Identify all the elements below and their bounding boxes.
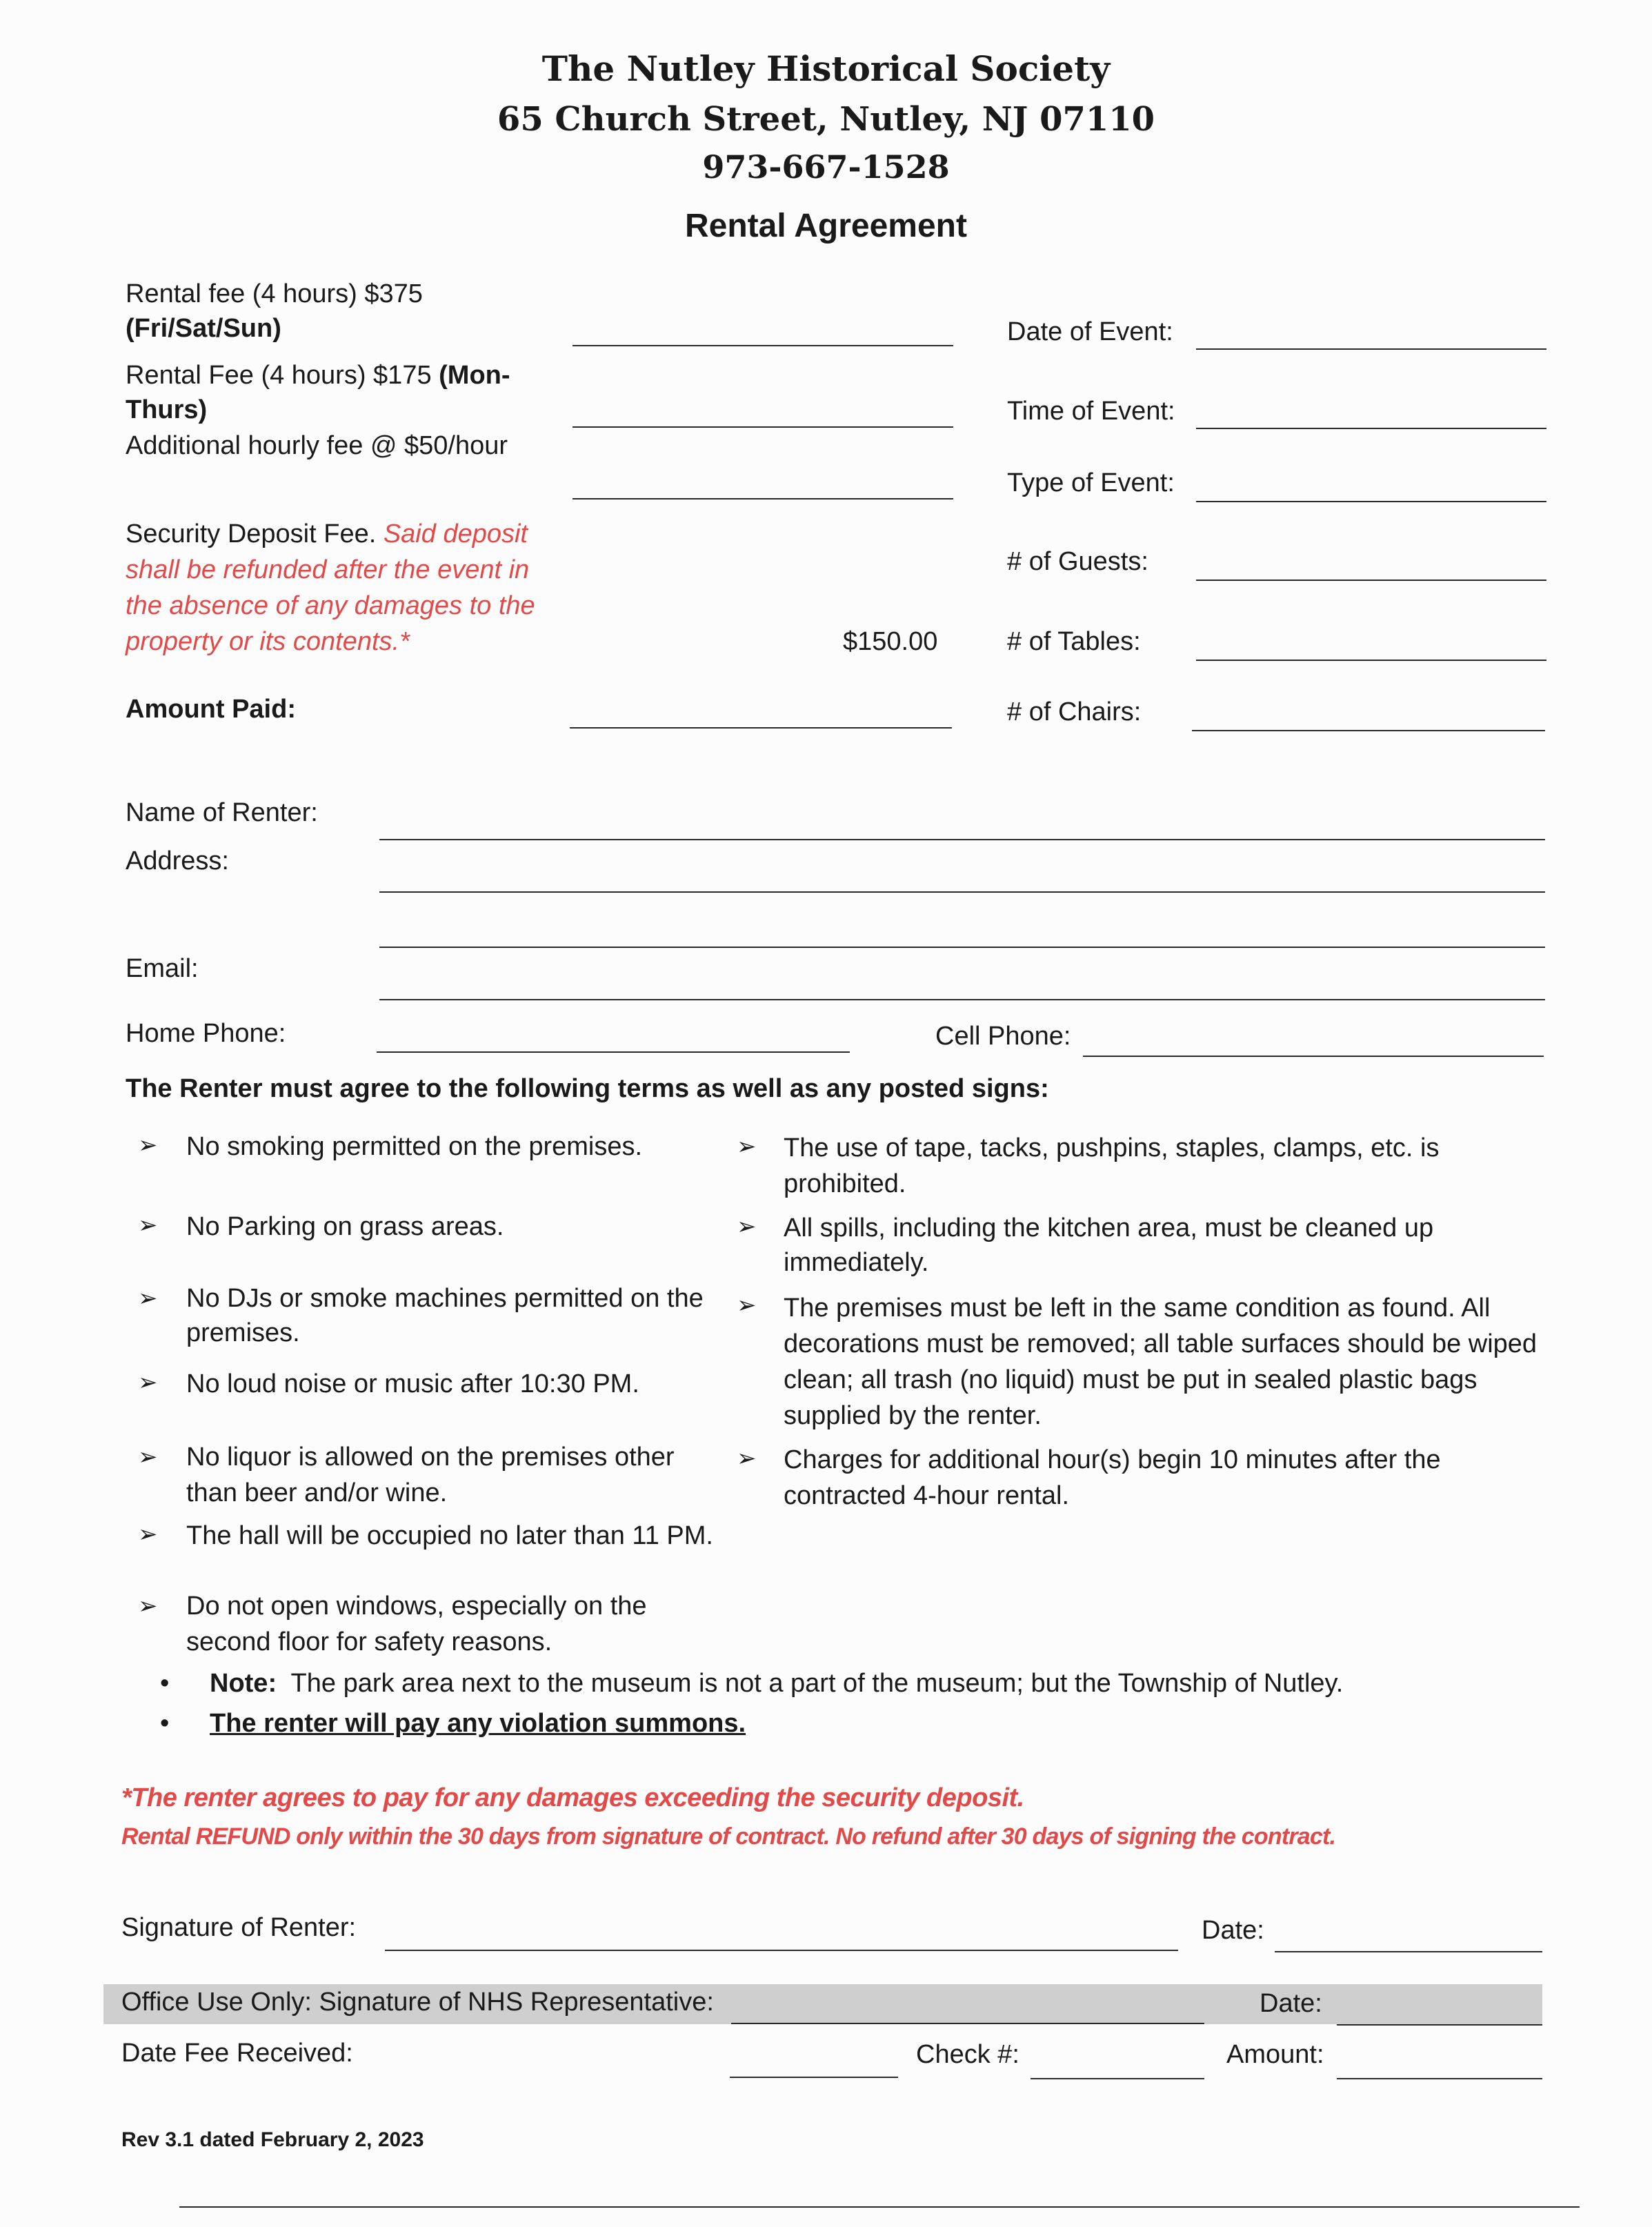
date-of-event-label: Date of Event: xyxy=(1007,317,1173,346)
term-right-3-cont1: decorations must be removed; all table surfaces should be wiped xyxy=(784,1329,1537,1358)
security-deposit-amount: $150.00 xyxy=(843,627,938,656)
address-field-1[interactable] xyxy=(379,891,1545,893)
term-arrow-icon: ➢ xyxy=(737,1292,757,1318)
amount-label: Amount: xyxy=(1226,2040,1324,2069)
note-label: Note: xyxy=(210,1669,277,1698)
name-of-renter-label: Name of Renter: xyxy=(126,798,318,827)
signature-renter-label: Signature of Renter: xyxy=(121,1913,357,1942)
home-phone-field[interactable] xyxy=(377,1051,850,1053)
damages-disclaimer: *The renter agrees to pay for any damages exceeding the security deposit. xyxy=(121,1783,1024,1812)
security-deposit-note-2: shall be refunded after the event in xyxy=(126,555,530,584)
check-number-field[interactable] xyxy=(1031,2078,1204,2079)
additional-hourly-field[interactable] xyxy=(573,498,953,499)
violation-summons: The renter will pay any violation summons. xyxy=(210,1709,746,1738)
term-arrow-icon: ➢ xyxy=(138,1593,158,1619)
note-bullet-icon: • xyxy=(160,1669,170,1698)
term-right-2: All spills, including the kitchen area, must be cleaned up xyxy=(784,1214,1434,1243)
security-deposit-line1 xyxy=(126,516,528,552)
note-text: The park area next to the museum is not a part of the museum; but the Township of Nutley. xyxy=(277,1669,1344,1698)
term-left-5-cont: than beer and/or wine. xyxy=(186,1478,448,1507)
org-name: The Nutley Historical Society xyxy=(541,48,1111,89)
chairs-field[interactable] xyxy=(1192,730,1545,731)
term-arrow-icon: ➢ xyxy=(737,1214,757,1240)
security-deposit-note-4: property or its contents.* xyxy=(126,627,410,656)
additional-hourly-fee: Additional hourly fee @ $50/hour xyxy=(126,431,508,460)
term-right-3-cont3: supplied by the renter. xyxy=(784,1401,1042,1430)
cell-phone-field[interactable] xyxy=(1083,1056,1544,1057)
security-deposit-label: Security Deposit Fee. xyxy=(126,519,377,548)
refund-disclaimer: Rental REFUND only within the 30 days from signature of contract. No refund after 30 days of signing the contract. xyxy=(121,1823,1336,1850)
rental-fee-weekend-days: (Fri/Sat/Sun) xyxy=(126,314,281,343)
tables-label: # of Tables: xyxy=(1007,627,1141,656)
home-phone-label: Home Phone: xyxy=(126,1019,286,1048)
org-address: 65 Church Street, Nutley, NJ 07110 xyxy=(497,100,1155,139)
term-left-3: No DJs or smoke machines permitted on the xyxy=(186,1284,704,1313)
date-fee-received-field[interactable] xyxy=(730,2077,898,2078)
type-of-event-field[interactable] xyxy=(1196,501,1546,502)
amount-paid-label: Amount Paid: xyxy=(126,695,296,724)
term-right-4: Charges for additional hour(s) begin 10 minutes after the xyxy=(784,1445,1441,1474)
term-right-3-cont2: clean; all trash (no liquid) must be put in sealed plastic bags xyxy=(784,1365,1477,1394)
address-label: Address: xyxy=(126,847,229,875)
tables-field[interactable] xyxy=(1196,660,1546,661)
email-label: Email: xyxy=(126,954,199,983)
rental-fee-weekday-days: (Mon- xyxy=(439,361,510,390)
term-left-2: No Parking on grass areas. xyxy=(186,1212,504,1241)
term-arrow-icon: ➢ xyxy=(138,1132,158,1158)
office-use-label: Office Use Only: Signature of NHS Representative: xyxy=(121,1988,714,2017)
chairs-label: # of Chairs: xyxy=(1007,697,1142,726)
term-arrow-icon: ➢ xyxy=(737,1134,757,1160)
term-left-4: No loud noise or music after 10:30 PM. xyxy=(186,1369,639,1398)
signature-date-field[interactable] xyxy=(1275,1951,1542,1952)
address-field-2[interactable] xyxy=(379,947,1545,948)
term-left-3-cont: premises. xyxy=(186,1318,300,1347)
guests-label: # of Guests: xyxy=(1007,547,1148,576)
rental-fee-weekday-days-cont: Thurs) xyxy=(126,395,208,424)
term-arrow-icon: ➢ xyxy=(737,1445,757,1472)
signature-date-label: Date: xyxy=(1202,1916,1264,1945)
amount-paid-field[interactable] xyxy=(570,727,952,729)
email-field[interactable] xyxy=(379,999,1545,1000)
nhs-signature-field[interactable] xyxy=(731,2023,1204,2024)
time-of-event-field[interactable] xyxy=(1196,428,1546,429)
guests-field[interactable] xyxy=(1196,580,1546,581)
term-arrow-icon: ➢ xyxy=(138,1212,158,1238)
cell-phone-label: Cell Phone: xyxy=(935,1022,1071,1051)
term-arrow-icon: ➢ xyxy=(138,1444,158,1470)
term-arrow-icon: ➢ xyxy=(138,1521,158,1547)
term-right-4-cont: contracted 4-hour rental. xyxy=(784,1481,1070,1510)
rental-fee-weekend: Rental fee (4 hours) $375 xyxy=(126,279,423,308)
date-of-event-field[interactable] xyxy=(1196,348,1546,350)
time-of-event-label: Time of Event: xyxy=(1007,397,1175,426)
term-left-5: No liquor is allowed on the premises other xyxy=(186,1443,675,1472)
term-right-3: The premises must be left in the same condition as found. All xyxy=(784,1294,1491,1323)
office-date-field[interactable] xyxy=(1337,2024,1542,2026)
rental-fee-weekend-field[interactable] xyxy=(573,345,953,346)
term-left-6: The hall will be occupied no later than 11 PM. xyxy=(186,1521,713,1550)
term-left-7: Do not open windows, especially on the xyxy=(186,1592,647,1621)
term-right-1-cont: prohibited. xyxy=(784,1169,906,1198)
revision-note: Rev 3.1 dated February 2, 2023 xyxy=(121,2128,424,2151)
violation-bullet-icon: • xyxy=(160,1709,170,1738)
rental-fee-weekday-text: Rental Fee (4 hours) $175 xyxy=(126,361,439,390)
term-arrow-icon: ➢ xyxy=(138,1369,158,1396)
page-title: Rental Agreement xyxy=(685,208,967,244)
org-phone: 973-667-1528 xyxy=(702,148,950,186)
date-fee-received-label: Date Fee Received: xyxy=(121,2039,353,2068)
term-right-1: The use of tape, tacks, pushpins, staples, clamps, etc. is xyxy=(784,1134,1440,1162)
name-of-renter-field[interactable] xyxy=(379,839,1545,840)
term-left-1: No smoking permitted on the premises. xyxy=(186,1132,643,1161)
term-right-2-cont: immediately. xyxy=(784,1248,929,1277)
rental-fee-weekday xyxy=(126,357,510,393)
amount-field[interactable] xyxy=(1337,2078,1542,2079)
terms-heading: The Renter must agree to the following terms as well as any posted signs: xyxy=(126,1074,1049,1103)
type-of-event-label: Type of Event: xyxy=(1007,468,1175,497)
term-left-7-cont: second floor for safety reasons. xyxy=(186,1627,553,1656)
office-date-label: Date: xyxy=(1260,1989,1322,2018)
bottom-rule xyxy=(179,2206,1580,2208)
park-note xyxy=(210,1665,1343,1701)
term-arrow-icon: ➢ xyxy=(138,1285,158,1312)
rental-fee-weekday-field[interactable] xyxy=(573,426,953,428)
security-deposit-note-3: the absence of any damages to the xyxy=(126,591,535,620)
check-number-label: Check #: xyxy=(916,2040,1019,2069)
security-deposit-note: Said deposit xyxy=(383,519,528,548)
signature-renter-field[interactable] xyxy=(385,1950,1178,1951)
